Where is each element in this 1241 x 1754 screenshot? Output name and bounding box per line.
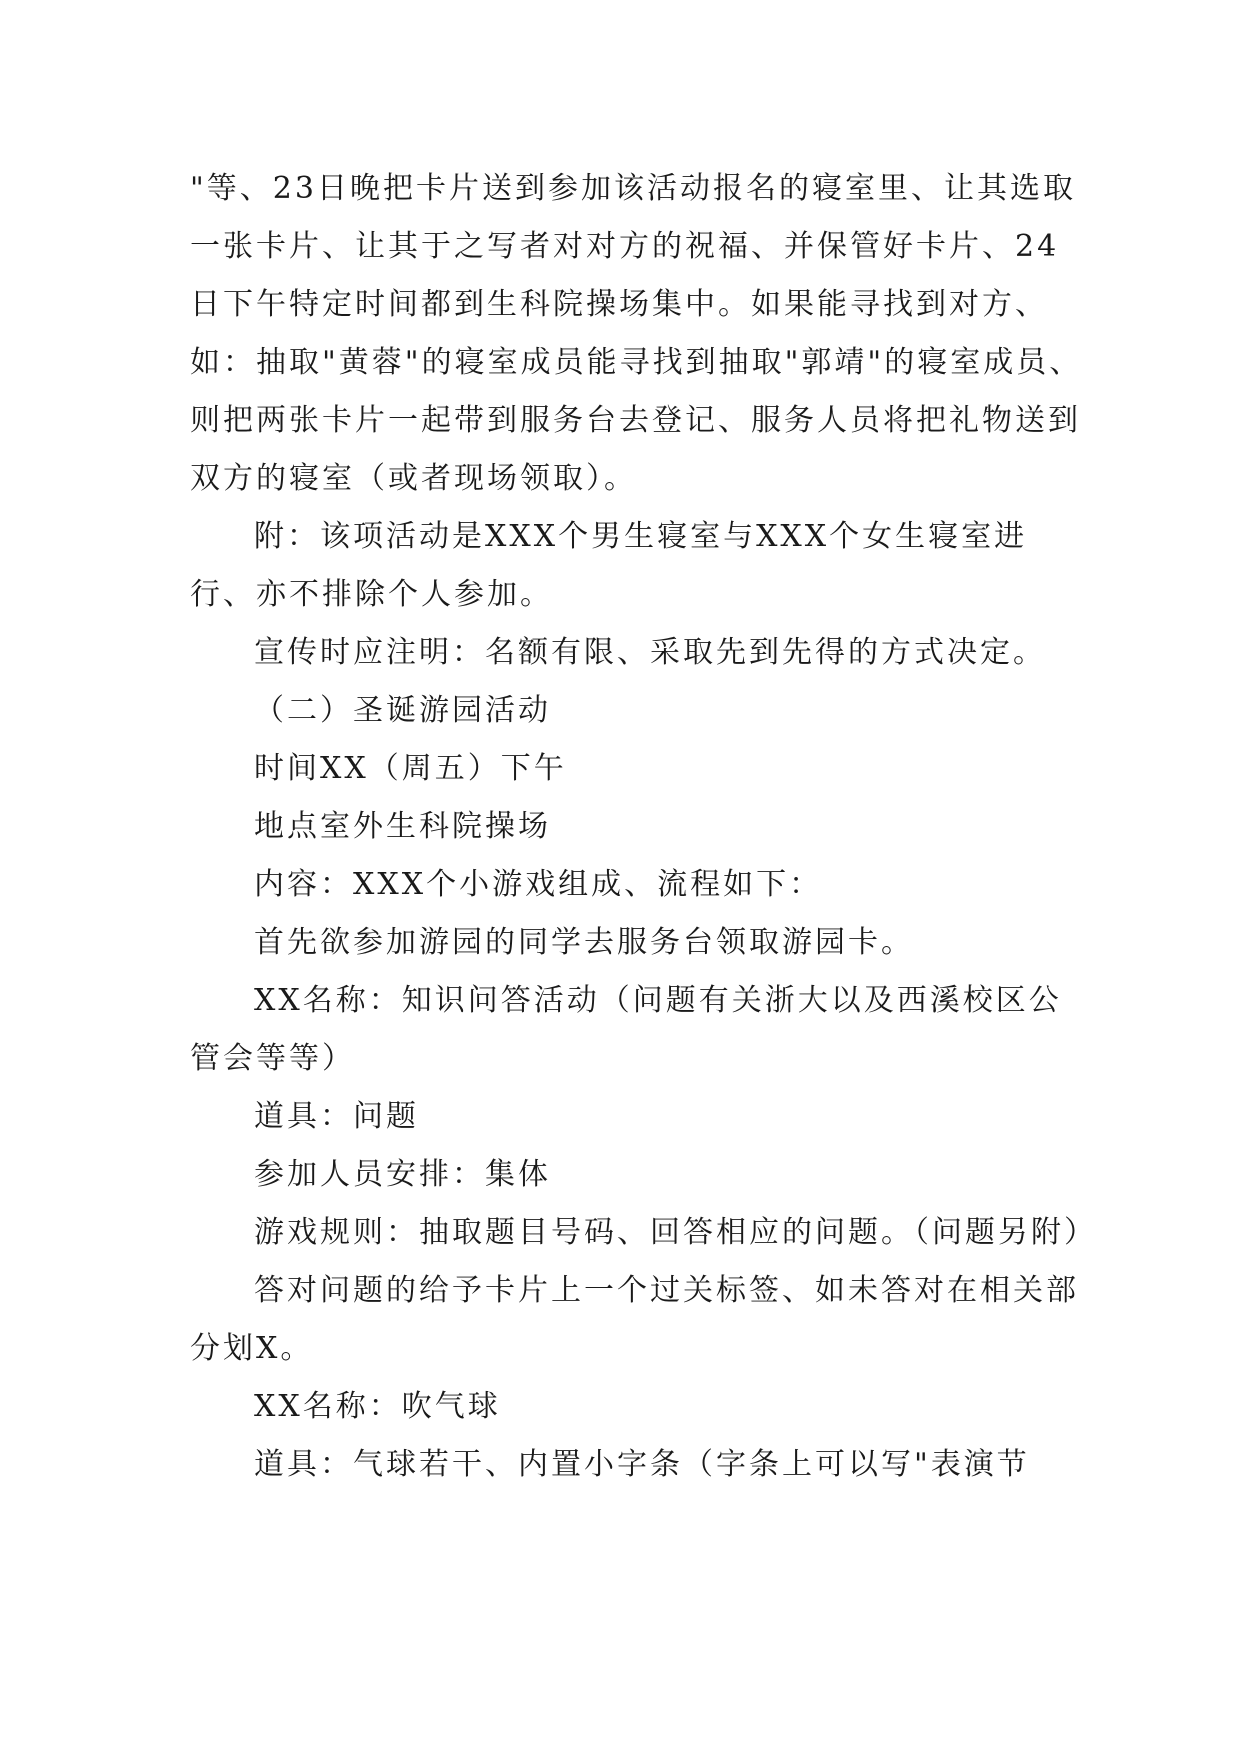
section-heading: （二）圣诞游园活动 — [254, 693, 551, 728]
paragraph: 道具：气球若干、内置小字条（字条上可以写"表演节 — [254, 1447, 1030, 1482]
paragraph: 时间XX（周五）下午 — [254, 751, 567, 786]
paragraph: 地点室外生科院操场 — [254, 809, 551, 844]
paragraph: 答对问题的给予卡片上一个过关标签、如未答对在相关部分划X。 — [190, 1273, 1079, 1366]
paragraph: 游戏规则：抽取题目号码、回答相应的问题。（问题另附） — [254, 1215, 1097, 1250]
paragraph: 内容：XXX个小游戏组成、流程如下： — [254, 867, 823, 902]
paragraph: 宣传时应注明：名额有限、采取先到先得的方式决定。 — [254, 635, 1046, 670]
paragraph: "等、23日晚把卡片送到参加该活动报名的寝室里、让其选取一张卡片、让其于之写者对对方的祝福、并保管好卡片、24日下午特定时间都到生科院操场集中。如果能寻找到对方、如：抽取"黄蓉"的寝室成员能寻找到抽取"郭靖"的寝室成员、则把两张卡片一起带到服务台去登记、服务人员将把礼物送到双方的寝室（或者现场领取）。 — [190, 171, 1083, 496]
paragraph: 首先欲参加游园的同学去服务台领取游园卡。 — [254, 925, 914, 960]
paragraph: 附：该项活动是XXX个男生寝室与XXX个女生寝室进行、亦不排除个人参加。 — [190, 519, 1028, 612]
document-body — [190, 160, 1097, 1494]
paragraph: 参加人员安排：集体 — [254, 1157, 551, 1192]
paragraph: XX名称：吹气球 — [254, 1389, 501, 1424]
paragraph: XX名称：知识问答活动（问题有关浙大以及西溪校区公管会等等） — [190, 983, 1062, 1076]
paragraph: 道具：问题 — [254, 1099, 419, 1134]
